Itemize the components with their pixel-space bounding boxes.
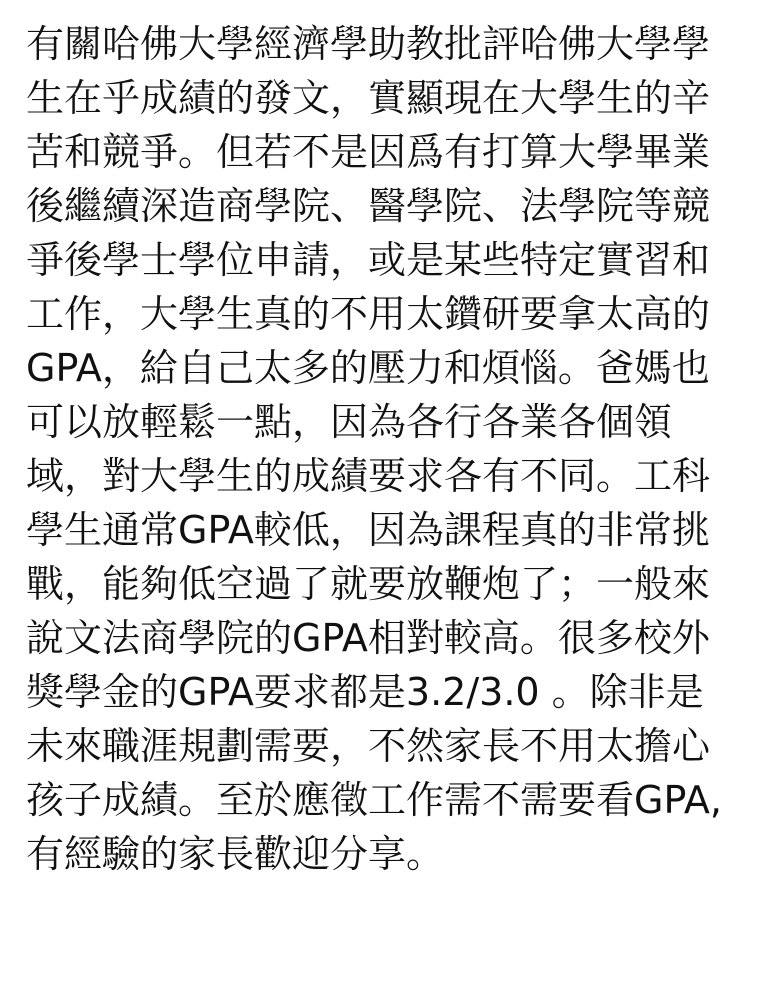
text-line: 可以放輕鬆一點，因為各行各業各個領	[26, 400, 673, 444]
text-line: GPA，給自己太多的壓力和煩惱。爸媽也	[26, 346, 710, 390]
text-line: 苦和競爭。但若不是因爲有打算大學畢業	[26, 130, 711, 174]
text-line: 工作，大學生真的不用太鑽研要拿太高的	[26, 292, 711, 336]
text-line: 域，對大學生的成績要求各有不同。工科	[26, 454, 711, 498]
text-line: 爭後學士學位申請，或是某些特定實習和	[26, 238, 711, 282]
text-line: 戰，能夠低空過了就要放鞭炮了；一般來	[26, 562, 711, 606]
text-line: 有關哈佛大學經濟學助教批評哈佛大學學	[26, 22, 711, 66]
text-line: 說文法商學院的GPA相對較高。很多校外	[26, 616, 710, 660]
text-line: 有經驗的家長歡迎分享。	[26, 832, 445, 876]
text-line: 孩子成績。至於應徵工作需不需要看GPA,	[26, 778, 723, 822]
text-line: 獎學金的GPA要求都是3.2/3.0 。除非是	[26, 670, 704, 714]
post-body-text	[26, 17, 746, 881]
text-line: 後繼續深造商學院、醫學院、法學院等競	[26, 184, 711, 228]
text-line: 未來職涯規劃需要，不然家長不用太擔心	[26, 724, 711, 768]
text-line: 學生通常GPA較低，因為課程真的非常挑	[26, 508, 710, 552]
text-line: 生在乎成績的發文，實顯現在大學生的辛	[26, 76, 711, 120]
